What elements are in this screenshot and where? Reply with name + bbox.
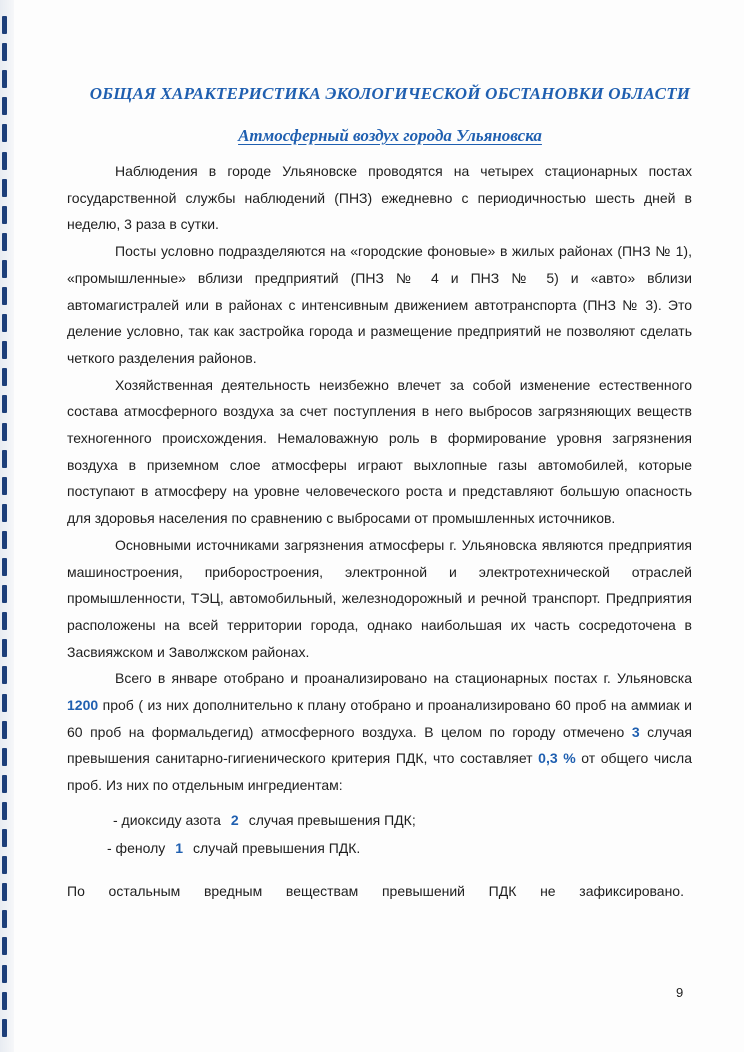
summary-text-3: случая превышения санитарно-гигиенического критерия ПДК, что составляет: [67, 723, 692, 767]
paragraph-summary: [67, 665, 692, 799]
page-number: 9: [676, 985, 684, 1000]
list-item: [67, 806, 692, 834]
samples-count: 1200: [67, 697, 99, 714]
paragraph-economic-activity: Хозяйственная деятельность неизбежно влечет за собой изменение естественного состава атмосферного воздуха за счет поступления в него выбросов загрязняющих веществ техногенного происхождения. Немаловажную роль в формирование уровня загрязнения воздуха в приземном слое атмосферы играют выхлопные газы автомобилей, которые поступают в атмосферу на уровне человеческого роста и представляют большую опасность для здоровья населения по сравнению с выбросами от промышленных источников.: [67, 376, 692, 527]
summary-text-1: Всего в январе отобрано и проанализировано на стационарных постах г. Ульяновска: [115, 670, 692, 687]
summary-text-4: от общего числа проб. Из них по отдельным ингредиентам:: [67, 750, 692, 794]
summary-text-2: проб ( из них дополнительно к плану отобрано и проанализировано 60 проб на аммиак и 60 проб на формальдегид) атмосферного воздуха. В целом по городу отмечено: [67, 697, 692, 740]
body-text: [67, 158, 692, 799]
cases-count: 3: [631, 723, 640, 740]
exceedance-count: 2: [230, 812, 239, 828]
percent-value: 0,3 %: [538, 750, 576, 767]
ingredient-label: - диоксиду азота: [113, 812, 221, 828]
closing-statement: По остальным вредным веществам превышений ПДК не зафиксировано.: [67, 883, 684, 899]
exceedance-count: 1: [175, 840, 184, 856]
section-subtitle-text: Атмосферный воздух города Ульяновска: [238, 126, 542, 145]
page-title: ОБЩАЯ ХАРАКТЕРИСТИКА ЭКОЛОГИЧЕСКОЙ ОБСТАНОВКИ ОБЛАСТИ: [89, 84, 691, 103]
list-item: [67, 834, 692, 862]
paragraph-observations: Наблюдения в городе Ульяновске проводятся на четырех стационарных постах государственной службы наблюдений (ПНЗ) ежедневно с периодичностью шесть дней в неделю, 3 раза в сутки.: [67, 163, 692, 233]
exceedance-text: случая превышения ПДК;: [248, 812, 416, 828]
paragraph-sources: Основными источниками загрязнения атмосферы г. Ульяновска являются предприятия машиностроения, приборостроения, электронной и электротехнической отраслей промышленности, ТЭЦ, автомобильный, железнодорожный и речной транспорт. Предприятия расположены на всей территории города, однако наибольшая их часть сосредоточена в Засвияжском и Заволжском районах.: [67, 536, 692, 660]
section-subtitle: [60, 126, 720, 146]
exceedance-list: [67, 806, 692, 862]
ingredient-label: - фенолу: [107, 840, 166, 856]
paragraph-posts: Посты условно подразделяются на «городские фоновые» в жилых районах (ПНЗ № 1), «промышленные» вблизи предприятий (ПНЗ № 4 и ПНЗ № 5) и «авто» вблизи автомагистралей или в районах с интенсивным движением автотранспорта (ПНЗ № 3). Это деление условно, так как застройка города и размещение предприятий не позволяют сделать четкого разделения районов.: [67, 243, 692, 366]
exceedance-text: случай превышения ПДК.: [193, 840, 361, 856]
